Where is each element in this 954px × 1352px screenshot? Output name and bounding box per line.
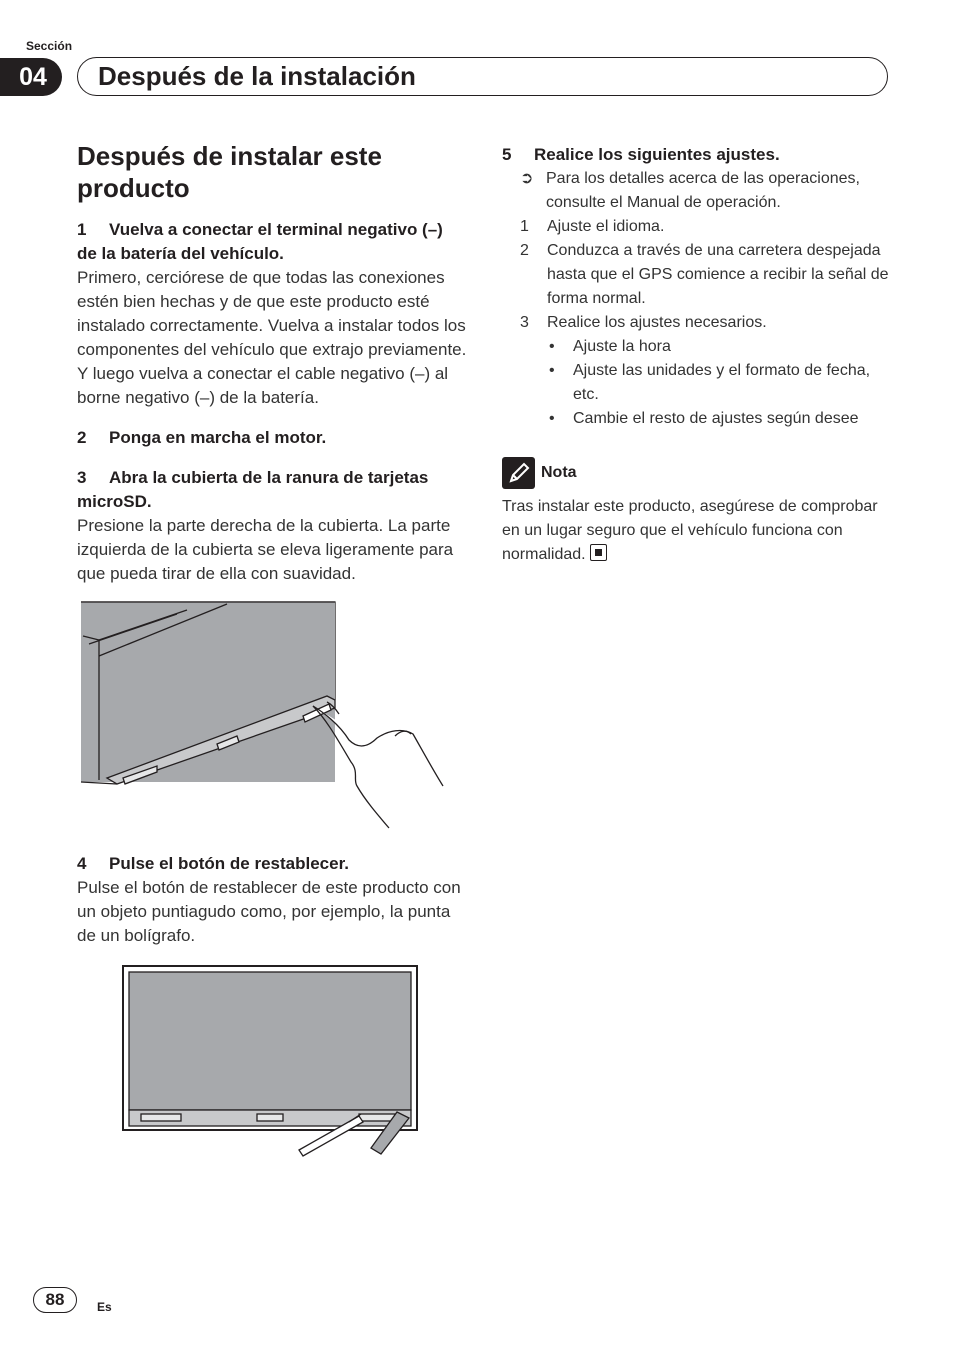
list-item-text: Ajuste el idioma.: [547, 218, 665, 235]
bullet-item: [502, 359, 894, 407]
right-column: [502, 143, 894, 567]
section-title: Después de la instalación: [98, 61, 416, 91]
step-1-heading: [77, 218, 467, 266]
list-item: [502, 215, 894, 239]
language-code: Es: [97, 1300, 112, 1314]
note-text: Tras instalar este producto, asegúrese de comprobar en un lugar seguro que el vehículo funciona con normalidad.: [502, 498, 878, 563]
step-number: 1: [77, 220, 87, 239]
list-item-number: 2: [520, 242, 529, 259]
arrow-ref-icon: ➲: [520, 170, 534, 187]
page-title: Después de instalar este producto: [77, 141, 382, 203]
left-column: [77, 140, 467, 1184]
step-4-body: Pulse el botón de restablecer de este producto con un objeto puntiagudo como, por ejemplo, la punta de un bolígrafo.: [77, 878, 461, 945]
step-2-heading: [77, 426, 467, 450]
list-item-text: Realice los ajustes necesarios.: [547, 314, 767, 331]
step-number: 3: [77, 468, 87, 487]
reset-button-illustration: [77, 964, 461, 1164]
section-number-badge: 04: [0, 58, 62, 96]
note-header: [502, 457, 894, 489]
step-4-heading: [77, 852, 467, 876]
reference-note: [502, 167, 894, 215]
list-item-number: 3: [520, 314, 529, 331]
bullet-item: [502, 335, 894, 359]
step-heading-text: Pulse el botón de restablecer.: [109, 854, 349, 873]
step-number: 5: [502, 145, 512, 164]
bullet-text: Cambie el resto de ajustes según desee: [573, 410, 859, 427]
list-item: [502, 239, 894, 311]
pencil-note-icon: [502, 457, 535, 489]
step-3-heading: [77, 466, 467, 514]
step-heading-text: Ponga en marcha el motor.: [109, 428, 327, 447]
list-item-text: Conduzca a través de una carretera despejada hasta que el GPS comience a recibir la señal de forma normal.: [547, 242, 889, 307]
bullet-icon: •: [549, 362, 555, 379]
bullet-icon: •: [549, 410, 555, 427]
bullet-text: Ajuste la hora: [573, 338, 671, 355]
reference-text: Para los detalles acerca de las operaciones, consulte el Manual de operación.: [546, 170, 860, 211]
end-of-section-icon: [590, 544, 607, 561]
section-label: Sección: [26, 39, 73, 53]
bullet-item: [502, 407, 894, 431]
bullet-text: Ajuste las unidades y el formato de fecha, etc.: [573, 362, 871, 403]
step-5-heading: [502, 143, 894, 167]
step-number: 2: [77, 428, 87, 447]
note-label: Nota: [541, 464, 577, 481]
step-3-body: Presione la parte derecha de la cubierta. La parte izquierda de la cubierta se eleva ligeramente para que pueda tirar de ella con suavidad.: [77, 516, 454, 583]
step-number: 4: [77, 854, 87, 873]
list-item-number: 1: [520, 218, 529, 235]
microsd-cover-illustration: [77, 600, 461, 832]
bullet-icon: •: [549, 338, 555, 355]
list-item: [502, 311, 894, 335]
page-number: 88: [33, 1287, 77, 1313]
step-heading-text: Vuelva a conectar el terminal negativo (–) de la batería del vehículo.: [77, 220, 443, 263]
note-body: [502, 495, 894, 567]
step-1-body: Primero, cerciórese de que todas las conexiones estén bien hechas y de que este producto esté instalado correctamente. Vuelva a instalar todos los componentes del vehículo que extrajo previamente. Y luego vuelva a conectar el cable negativo (–) al borne negativo (–) de la batería.: [77, 268, 467, 407]
step-heading-text: Realice los siguientes ajustes.: [534, 145, 780, 164]
step-heading-text: Abra la cubierta de la ranura de tarjetas microSD.: [77, 468, 429, 511]
